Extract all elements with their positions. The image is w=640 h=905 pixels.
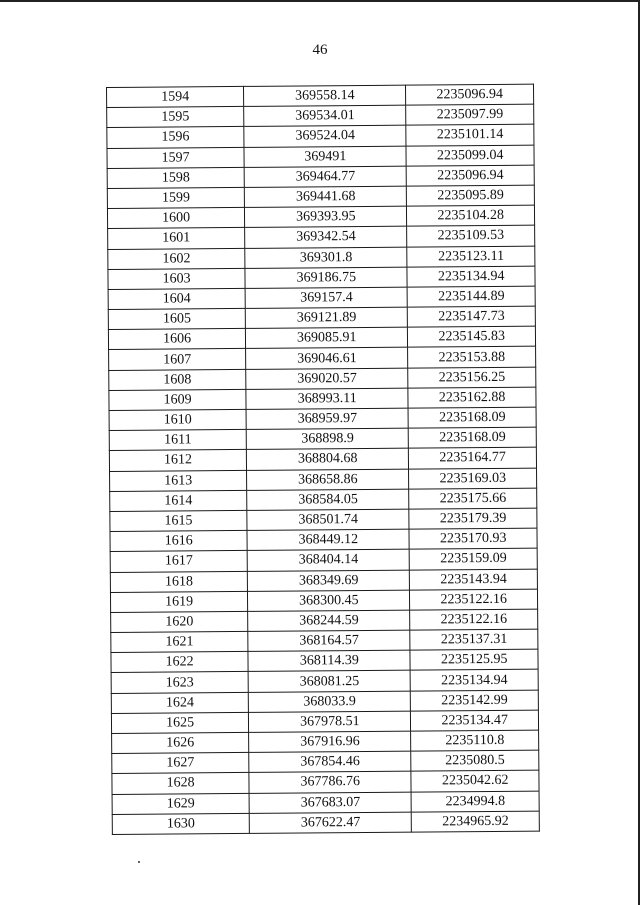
table-row (108, 306, 535, 330)
table-row (107, 145, 534, 169)
table-row (112, 750, 539, 774)
y-coordinate-cell: 2235134.94 (411, 670, 539, 691)
point-number-cell: 1627 (112, 753, 249, 774)
table-row (110, 528, 537, 552)
y-coordinate-cell: 2235145.83 (408, 326, 536, 347)
x-coordinate-cell: 368449.12 (247, 529, 409, 550)
point-number-cell: 1595 (107, 107, 244, 128)
x-coordinate-cell: 369085.91 (246, 327, 408, 348)
y-coordinate-cell: 2235153.88 (408, 347, 536, 368)
table-row (108, 225, 535, 249)
y-coordinate-cell: 2235168.09 (409, 427, 537, 448)
y-coordinate-cell: 2235168.09 (408, 407, 536, 428)
x-coordinate-cell: 368898.9 (246, 428, 408, 449)
x-coordinate-cell: 369441.68 (244, 186, 406, 207)
table-row (112, 770, 539, 794)
point-number-cell: 1618 (110, 571, 247, 592)
table-row (110, 488, 537, 512)
point-number-cell: 1603 (108, 268, 245, 289)
point-number-cell: 1624 (111, 692, 248, 713)
x-coordinate-cell: 368081.25 (248, 671, 410, 692)
x-coordinate-cell: 368959.97 (246, 408, 408, 429)
y-coordinate-cell: 2235162.88 (408, 387, 536, 408)
table-row (109, 427, 536, 451)
point-number-cell: 1608 (109, 369, 246, 390)
page-number: 46 (312, 42, 328, 58)
point-number-cell: 1621 (111, 631, 248, 652)
x-coordinate-cell: 369157.4 (245, 287, 407, 308)
x-coordinate-cell: 369491 (244, 146, 406, 167)
point-number-cell: 1616 (110, 531, 247, 552)
x-coordinate-cell: 369342.54 (245, 226, 407, 247)
y-coordinate-cell: 2235147.73 (408, 306, 536, 327)
table-row (111, 690, 538, 714)
y-coordinate-cell: 2235042.62 (411, 770, 539, 791)
x-coordinate-cell: 368349.69 (247, 570, 409, 591)
table-row (112, 730, 539, 754)
x-coordinate-cell: 368404.14 (247, 549, 409, 570)
point-number-cell: 1602 (108, 248, 245, 269)
y-coordinate-cell: 2235101.14 (406, 125, 534, 146)
x-coordinate-cell: 369301.8 (245, 247, 407, 268)
table-row (110, 508, 537, 532)
x-coordinate-cell: 369534.01 (244, 105, 406, 126)
table-row (110, 548, 537, 572)
point-number-cell: 1599 (107, 187, 244, 208)
y-coordinate-cell: 2235099.04 (406, 145, 534, 166)
x-coordinate-cell: 367786.76 (249, 771, 411, 792)
table-row (109, 347, 536, 371)
table-row (110, 468, 537, 492)
point-number-cell: 1596 (107, 127, 244, 148)
point-number-cell: 1598 (107, 167, 244, 188)
y-coordinate-cell: 2235110.8 (411, 730, 539, 751)
table-row (109, 367, 536, 391)
y-coordinate-cell: 2235096.94 (406, 84, 534, 105)
point-number-cell: 1611 (109, 430, 246, 451)
table-row (108, 326, 535, 350)
y-coordinate-cell: 2235097.99 (406, 104, 534, 125)
y-coordinate-cell: 2235156.25 (408, 367, 536, 388)
point-number-cell: 1600 (107, 208, 244, 229)
point-number-cell: 1625 (111, 712, 248, 733)
y-coordinate-cell: 2235096.94 (407, 165, 535, 186)
y-coordinate-cell: 2235169.03 (409, 468, 537, 489)
x-coordinate-cell: 368993.11 (246, 388, 408, 409)
table-row (112, 791, 539, 815)
x-coordinate-cell: 367854.46 (249, 751, 411, 772)
scan-speck (138, 861, 140, 863)
table-row (108, 246, 535, 270)
x-coordinate-cell: 368300.45 (248, 590, 410, 611)
table-row (110, 569, 537, 593)
table-row (111, 609, 538, 633)
table-row (107, 125, 534, 149)
table-row (107, 104, 534, 128)
table-row (111, 670, 538, 694)
x-coordinate-cell: 369121.89 (245, 307, 407, 328)
table-row (111, 710, 538, 734)
coordinate-table (106, 84, 540, 835)
table-row (107, 165, 534, 189)
x-coordinate-cell: 368033.9 (248, 691, 410, 712)
table-row (109, 387, 536, 411)
point-number-cell: 1610 (109, 409, 246, 430)
point-number-cell: 1622 (111, 652, 248, 673)
table-row (109, 448, 536, 472)
x-coordinate-cell: 367916.96 (249, 731, 411, 752)
x-coordinate-cell: 368164.57 (248, 630, 410, 651)
y-coordinate-cell: 2235134.94 (407, 266, 535, 287)
table-row (107, 205, 534, 229)
point-number-cell: 1613 (110, 470, 247, 491)
point-number-cell: 1594 (107, 86, 244, 107)
point-number-cell: 1605 (108, 308, 245, 329)
table-row (108, 286, 535, 310)
point-number-cell: 1612 (109, 450, 246, 471)
y-coordinate-cell: 2235179.39 (409, 508, 537, 529)
x-coordinate-cell: 368804.68 (247, 449, 409, 470)
x-coordinate-cell: 369558.14 (244, 85, 406, 106)
table-row (108, 266, 535, 290)
y-coordinate-cell: 2235170.93 (409, 528, 537, 549)
coordinate-table-body (107, 84, 540, 834)
y-coordinate-cell: 2235122.16 (410, 589, 538, 610)
y-coordinate-cell: 2235175.66 (409, 488, 537, 509)
y-coordinate-cell: 2235109.53 (407, 225, 535, 246)
point-number-cell: 1615 (110, 510, 247, 531)
table-row (107, 84, 534, 108)
y-coordinate-cell: 2234994.8 (411, 791, 539, 812)
y-coordinate-cell: 2235080.5 (411, 750, 539, 771)
x-coordinate-cell: 369186.75 (245, 267, 407, 288)
point-number-cell: 1626 (112, 732, 249, 753)
x-coordinate-cell: 368584.05 (247, 489, 409, 510)
table-row (111, 649, 538, 673)
point-number-cell: 1597 (107, 147, 244, 168)
x-coordinate-cell: 367622.47 (249, 812, 411, 833)
table-row (109, 407, 536, 431)
x-coordinate-cell: 369393.95 (245, 206, 407, 227)
y-coordinate-cell: 2235123.11 (407, 246, 535, 267)
table-row (111, 629, 538, 653)
table-row (112, 811, 539, 835)
point-number-cell: 1607 (109, 349, 246, 370)
point-number-cell: 1614 (110, 490, 247, 511)
y-coordinate-cell: 2235095.89 (407, 185, 535, 206)
y-coordinate-cell: 2235159.09 (410, 548, 538, 569)
table-row (110, 589, 537, 613)
point-number-cell: 1623 (111, 672, 248, 693)
x-coordinate-cell: 368114.39 (248, 650, 410, 671)
y-coordinate-cell: 2235144.89 (408, 286, 536, 307)
point-number-cell: 1604 (108, 288, 245, 309)
x-coordinate-cell: 367978.51 (249, 711, 411, 732)
point-number-cell: 1609 (109, 389, 246, 410)
y-coordinate-cell: 2235137.31 (410, 629, 538, 650)
x-coordinate-cell: 368501.74 (247, 509, 409, 530)
x-coordinate-cell: 369046.61 (246, 348, 408, 369)
point-number-cell: 1629 (112, 793, 249, 814)
x-coordinate-cell: 369524.04 (244, 126, 406, 147)
y-coordinate-cell: 2235122.16 (410, 609, 538, 630)
point-number-cell: 1606 (108, 329, 245, 350)
y-coordinate-cell: 2235125.95 (410, 649, 538, 670)
point-number-cell: 1620 (111, 611, 248, 632)
page-border-top (0, 0, 640, 2)
x-coordinate-cell: 368244.59 (248, 610, 410, 631)
point-number-cell: 1628 (112, 773, 249, 794)
point-number-cell: 1617 (110, 551, 247, 572)
y-coordinate-cell: 2235104.28 (407, 205, 535, 226)
y-coordinate-cell: 2235143.94 (410, 569, 538, 590)
x-coordinate-cell: 367683.07 (249, 792, 411, 813)
x-coordinate-cell: 369464.77 (244, 166, 406, 187)
point-number-cell: 1601 (108, 228, 245, 249)
y-coordinate-cell: 2234965.92 (412, 811, 540, 832)
point-number-cell: 1630 (112, 813, 249, 834)
y-coordinate-cell: 2235142.99 (411, 690, 539, 711)
point-number-cell: 1619 (110, 591, 247, 612)
x-coordinate-cell: 368658.86 (247, 469, 409, 490)
y-coordinate-cell: 2235134.47 (411, 710, 539, 731)
x-coordinate-cell: 369020.57 (246, 368, 408, 389)
table-row (107, 185, 534, 209)
y-coordinate-cell: 2235164.77 (409, 448, 537, 469)
